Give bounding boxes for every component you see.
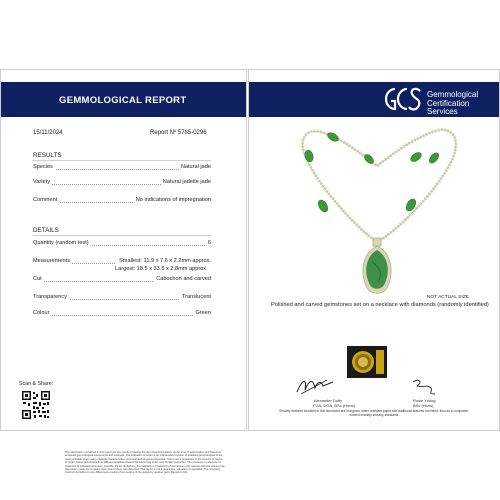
variety-row bbox=[33, 179, 211, 187]
colour-value: Green bbox=[195, 310, 211, 316]
transparency-row bbox=[33, 294, 211, 302]
comment-row bbox=[33, 197, 211, 205]
variety-label: Variety bbox=[33, 179, 50, 185]
quantity-label: Quantity (random test) bbox=[33, 240, 89, 246]
qr-code-icon[interactable] bbox=[21, 390, 51, 420]
colour-label: Colour bbox=[33, 310, 50, 316]
signature-alexander-duffy bbox=[293, 374, 337, 398]
security-note: Security features included in this document are hologram, water resistant paper and additional features not listed, thus as a composite, exceed industry security standards bbox=[279, 409, 469, 417]
comment-value: No indications of impregnation bbox=[135, 197, 211, 203]
variety-value: Natural jadeite jade bbox=[162, 179, 211, 185]
hologram-seal-icon bbox=[347, 346, 387, 378]
measurements-value-1: Smallest: 11.9 x 7.6 x 2.2mm approx. bbox=[119, 258, 211, 264]
species-value: Natural jade bbox=[180, 164, 211, 170]
measurements-row bbox=[33, 258, 211, 266]
comment-label: Comment bbox=[33, 197, 58, 203]
certificate-card bbox=[248, 69, 500, 431]
signature-rosie-young bbox=[409, 376, 439, 398]
jade-stones bbox=[304, 131, 441, 214]
signer-1-credentials: FGA, DGA, BSc (Hons) bbox=[313, 403, 355, 408]
results-heading: RESULTS bbox=[33, 152, 62, 159]
cut-row bbox=[33, 276, 211, 284]
species-row bbox=[33, 164, 211, 172]
not-actual-size-note: NOT ACTUAL SIZE bbox=[427, 295, 469, 300]
species-label: Species bbox=[33, 164, 53, 170]
measurements-label: Measurements bbox=[33, 258, 70, 264]
cut-value: Cabochon and carved bbox=[156, 276, 211, 282]
details-heading: DETAILS bbox=[33, 227, 59, 234]
signer-2-name: Rosie Young bbox=[413, 398, 436, 403]
report-date: 15/11/2024 bbox=[33, 130, 63, 136]
org-name-line-3: Services bbox=[427, 107, 458, 116]
scan-share-label: Scan & Share: bbox=[19, 381, 54, 387]
report-title: GEMMOLOGICAL REPORT bbox=[59, 95, 187, 106]
divider bbox=[33, 235, 211, 236]
colour-row bbox=[33, 310, 211, 318]
report-card bbox=[0, 69, 247, 475]
measurements-value-2: Largest: 18.5 x 33.5 x 2.8mm approx. bbox=[115, 266, 208, 272]
org-name-line-1: Gemmological bbox=[427, 90, 479, 99]
org-name-line-2: Certification bbox=[427, 98, 470, 108]
transparency-label: Transparency bbox=[33, 294, 67, 300]
quantity-row bbox=[33, 240, 211, 248]
quantity-value: 6 bbox=[207, 240, 211, 246]
signer-1-name: Alexander Duffy bbox=[313, 398, 343, 403]
cut-label: Cut bbox=[33, 276, 42, 282]
report-disclaimer: The information contained in this report are the results of testing the item described above, at the time of examination and based on accepted gemmological instruments and methods. The indication of origin is an independent opinion of qualified gemmologists of the most probable origin using material characteristics, chemical and physical properties. This is not a guarantee of the country or region of origin. Some gemstones from different localities around the world may share very similar properties. The presence or absence of treatment is indicated whenever possible. By the limitations, the indication of treatment of gemstones only assures that the stones may have been made but it means that none of them was detected. This report is not a guarantee, valuation or appraisal. The company shall not be liable for any differences resulting from testing of the goods by another party figured on file. bbox=[65, 451, 225, 475]
transparency-value: Translucent bbox=[181, 294, 211, 300]
divider bbox=[33, 160, 211, 161]
image-caption: Polished and carved gemstones set on a necklace with diamonds (randomly identified) bbox=[271, 302, 489, 308]
necklace-image bbox=[249, 70, 500, 310]
signer-2-credentials: BSc (Hons) bbox=[413, 403, 434, 408]
report-number: Report Nº 5785-0296 bbox=[150, 130, 207, 136]
